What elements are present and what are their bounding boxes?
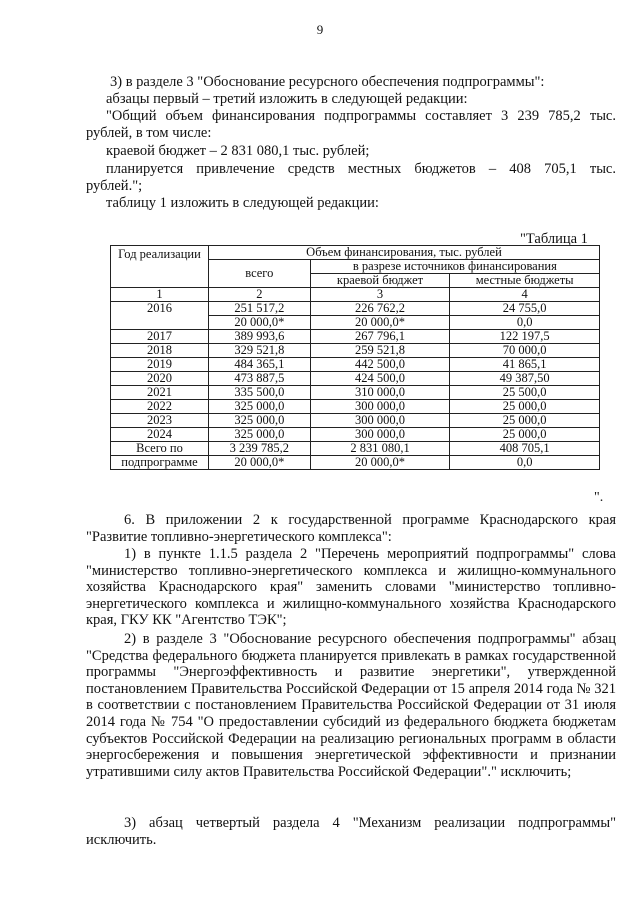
section3-line3: "Общий объем финансирования подпрограммы составляет 3 239 785,2 тыс.: [106, 108, 616, 124]
table-row: [111, 386, 600, 400]
header-total: всего: [208, 260, 310, 288]
row-regional: 300 000,0: [310, 428, 450, 442]
row-regional: 226 762,2: [310, 302, 450, 316]
total-regional: 2 831 080,1: [310, 442, 450, 456]
total-total-extra: 20 000,0*: [208, 456, 310, 470]
section3-line5: краевой бюджет – 2 831 080,1 тыс. рублей;: [106, 143, 370, 159]
col-number: 1: [111, 288, 209, 302]
total-local-extra: 0,0: [450, 456, 600, 470]
row-local: 122 197,5: [450, 330, 600, 344]
item6-paragraph-2: [86, 631, 616, 780]
row-year: 2018: [111, 344, 209, 358]
row-local: 41 865,1: [450, 358, 600, 372]
total-regional-extra: 20 000,0*: [310, 456, 450, 470]
row-total: 473 887,5: [208, 372, 310, 386]
row-total: 335 500,0: [208, 386, 310, 400]
table-row: [111, 330, 600, 344]
row-regional: 300 000,0: [310, 414, 450, 428]
row-year: 2022: [111, 400, 209, 414]
total-label-line2: подпрограмме: [111, 456, 209, 470]
section3-line8: таблицу 1 изложить в следующей редакции:: [106, 195, 379, 211]
table-end-quote: ".: [594, 490, 604, 505]
table-row: [111, 344, 600, 358]
total-label-line1: Всего по: [111, 442, 209, 456]
row-total: 325 000,0: [208, 414, 310, 428]
section3-line1: 3) в разделе 3 "Обоснование ресурсного обеспечения подпрограммы":: [110, 74, 545, 90]
row-regional: 300 000,0: [310, 400, 450, 414]
table-row: [111, 428, 600, 442]
header-year: Год реализации: [111, 246, 209, 288]
row-year: 2021: [111, 386, 209, 400]
row-year: 2023: [111, 414, 209, 428]
header-volume: Объем финансирования, тыс. рублей: [208, 246, 599, 260]
row-year: 2020: [111, 372, 209, 386]
row-year: 2017: [111, 330, 209, 344]
header-by-source: в разрезе источников финансирования: [310, 260, 599, 274]
row-local: 0,0: [450, 316, 600, 330]
item6-p3-text: 3) абзац четвертый раздела 4 "Механизм реализации подпрограммы" исключить.: [86, 815, 616, 848]
row-regional: 424 500,0: [310, 372, 450, 386]
row-year: 2024: [111, 428, 209, 442]
page-number: 9: [316, 22, 324, 37]
row-local: 70 000,0: [450, 344, 600, 358]
row-total: 325 000,0: [208, 400, 310, 414]
financing-table: [110, 245, 600, 470]
header-local: местные бюджеты: [450, 274, 600, 288]
col-number: 2: [208, 288, 310, 302]
table-row: [111, 358, 600, 372]
table-row: [111, 302, 600, 316]
row-local: 24 755,0: [450, 302, 600, 316]
table-row: [111, 414, 600, 428]
col-number: 3: [310, 288, 450, 302]
table-row: [111, 372, 600, 386]
row-regional: 267 796,1: [310, 330, 450, 344]
item6-p2-text: 2) в разделе 3 "Обоснование ресурсного обеспечения подпрограммы" абзац "Средства федерального бюджета планируется привлекать в рамках государственной программы "Энергоэффективность и развитие энергетики", утвержденной постановлением Правительства Российской Федерации от 15 апреля 2014 года № 321 в соответствии с постановлением Правительства Российской Федерации от 31 июля 2014 года № 754 "О предоставлении субсидий из федерального бюджета бюджетам субъектов Российской Федерации на реализацию региональных программ в области энергосбережения и повышения энергетической эффективности и признании утратившими силу актов Правительства Российской Федерации"." исключить;: [86, 631, 616, 780]
row-regional: 310 000,0: [310, 386, 450, 400]
row-local: 25 000,0: [450, 400, 600, 414]
section3-line7: рублей.";: [86, 178, 143, 194]
item6-intro-text: 6. В приложении 2 к государственной программе Краснодарского края "Развитие топливно-энергетического комплекса":: [86, 512, 616, 545]
row-year: 2019: [111, 358, 209, 372]
section3-line2: абзацы первый – третий изложить в следующей редакции:: [106, 91, 468, 107]
total-local: 408 705,1: [450, 442, 600, 456]
section3-line6: планируется привлечение средств местных бюджетов – 408 705,1 тыс.: [106, 161, 616, 177]
row-total: 251 517,2: [208, 302, 310, 316]
table-row: [111, 400, 600, 414]
row-local: 25 000,0: [450, 414, 600, 428]
item6-p1-text: 1) в пункте 1.1.5 раздела 2 "Перечень мероприятий подпрограммы" слова "министерство топливно-энергетического комплекса и жилищно-коммунального хозяйства Краснодарского края" заменить словами "министерство топливно-энергетического комплекса и жилищно-коммунального хозяйства Краснодарского края, ГКУ КК "Агентство ТЭК";: [86, 546, 616, 629]
row-total: 484 365,1: [208, 358, 310, 372]
row-total: 325 000,0: [208, 428, 310, 442]
total-row: [111, 456, 600, 470]
header-regional: краевой бюджет: [310, 274, 450, 288]
col-number: 4: [450, 288, 600, 302]
item6-paragraph-3: [86, 815, 616, 848]
item6-paragraph-1: [86, 546, 616, 629]
total-row: [111, 442, 600, 456]
row-regional: 20 000,0*: [310, 316, 450, 330]
row-total: 20 000,0*: [208, 316, 310, 330]
row-regional: 259 521,8: [310, 344, 450, 358]
row-regional: 442 500,0: [310, 358, 450, 372]
row-local: 49 387,50: [450, 372, 600, 386]
table-caption: "Таблица 1: [520, 231, 588, 247]
item6-intro: [86, 512, 616, 545]
row-total: 389 993,6: [208, 330, 310, 344]
total-total: 3 239 785,2: [208, 442, 310, 456]
row-year: 2016: [111, 302, 209, 330]
row-total: 329 521,8: [208, 344, 310, 358]
section3-line4: рублей, в том числе:: [86, 125, 212, 141]
row-local: 25 500,0: [450, 386, 600, 400]
row-local: 25 000,0: [450, 428, 600, 442]
